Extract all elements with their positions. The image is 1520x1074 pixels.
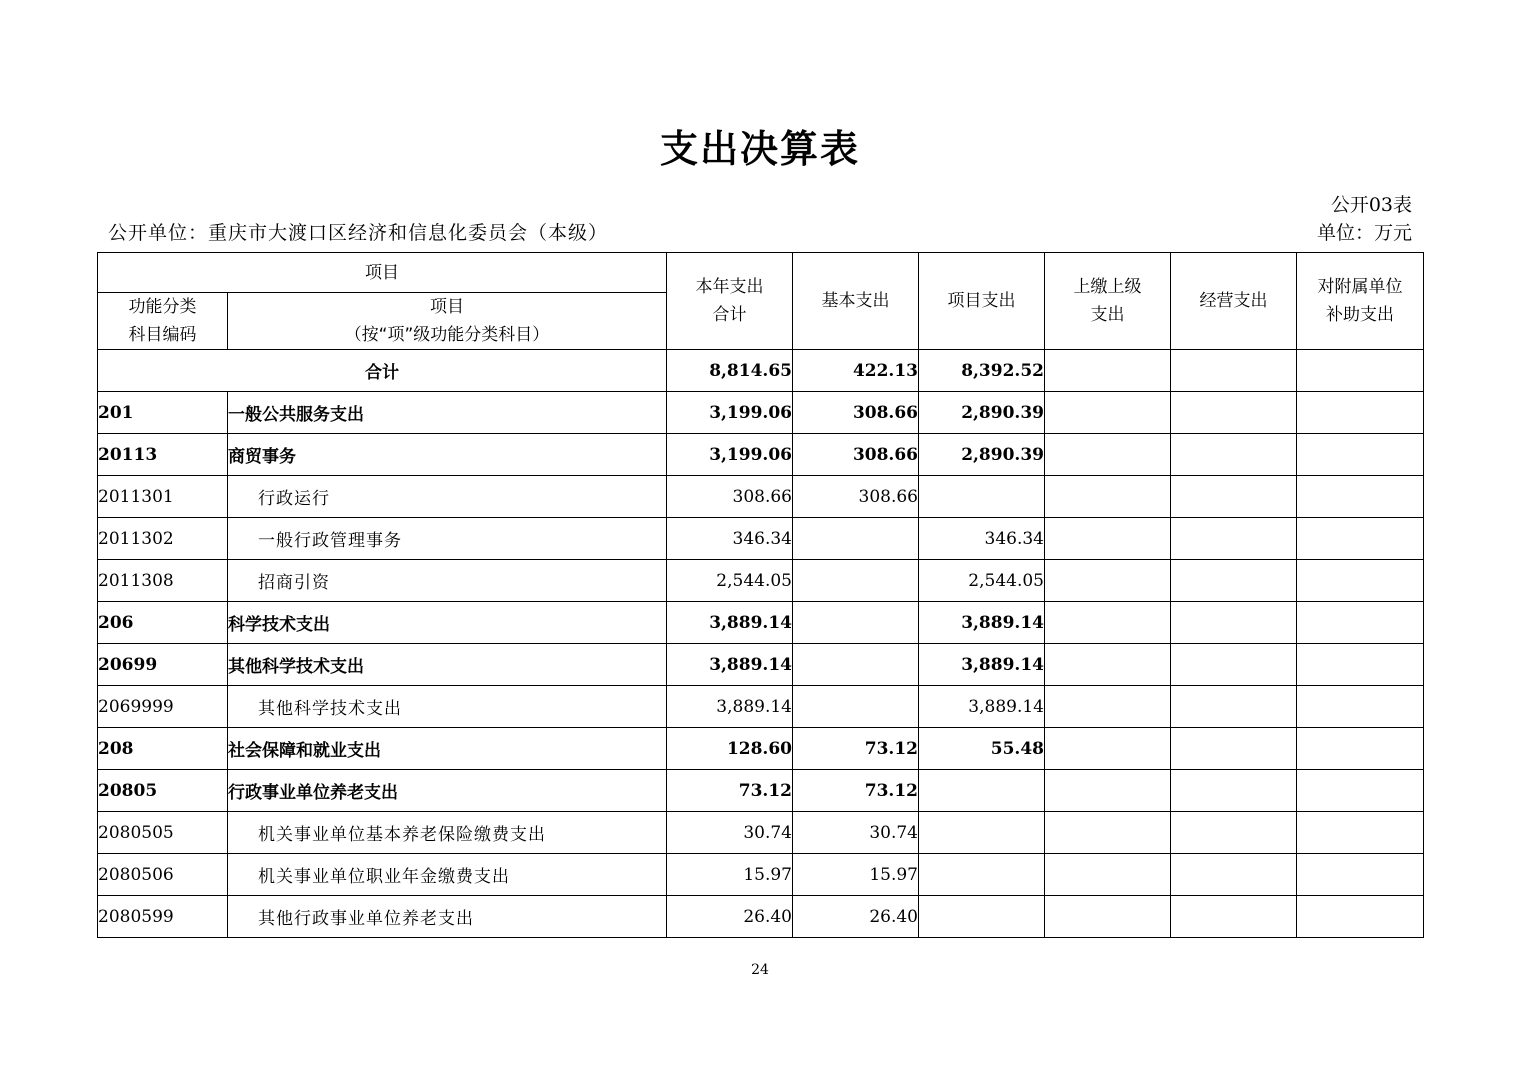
table-row — [98, 812, 1424, 854]
currency-unit: 单位：万元 — [1316, 222, 1412, 244]
table-row — [98, 560, 1424, 602]
cell-code: 2011308 — [98, 560, 228, 602]
cell-upper — [1045, 812, 1171, 854]
cell-code: 201 — [98, 392, 228, 434]
cell-name: 商贸事务 — [228, 434, 667, 476]
cell-total: 73.12 — [667, 770, 793, 812]
cell-upper — [1045, 560, 1171, 602]
cell-name: 行政事业单位养老支出 — [228, 770, 667, 812]
cell-name: 一般行政管理事务 — [228, 518, 667, 560]
cell-business — [1171, 812, 1297, 854]
cell-basic — [793, 644, 919, 686]
header-total-label: 本年支出 合计 — [695, 277, 764, 325]
table-row — [98, 770, 1424, 812]
cell-upper — [1045, 854, 1171, 896]
cell-project — [919, 770, 1045, 812]
cell-business — [1171, 686, 1297, 728]
expenditure-table — [97, 252, 1424, 938]
cell-upper — [1045, 518, 1171, 560]
cell-upper — [1045, 476, 1171, 518]
cell-business — [1171, 392, 1297, 434]
cell-code: 208 — [98, 728, 228, 770]
cell-total: 3,199.06 — [667, 434, 793, 476]
page-number: 24 — [751, 962, 769, 978]
cell-subsidy — [1297, 392, 1424, 434]
cell-total: 15.97 — [667, 854, 793, 896]
cell-business — [1171, 434, 1297, 476]
cell-total: 3,889.14 — [667, 644, 793, 686]
table-body — [98, 350, 1424, 938]
cell-upper — [1045, 602, 1171, 644]
header-upper — [1045, 253, 1171, 350]
cell-code: 20699 — [98, 644, 228, 686]
header-subsidy-label: 对附属单位 补助支出 — [1317, 277, 1403, 325]
cell-subsidy — [1297, 644, 1424, 686]
cell-code: 2011301 — [98, 476, 228, 518]
cell-basic — [793, 686, 919, 728]
cell-upper — [1045, 896, 1171, 938]
table-row — [98, 434, 1424, 476]
cell-total: 3,889.14 — [667, 602, 793, 644]
table-row — [98, 686, 1424, 728]
total-upper — [1045, 350, 1171, 392]
cell-business — [1171, 854, 1297, 896]
table-row — [98, 602, 1424, 644]
cell-business — [1171, 896, 1297, 938]
cell-subsidy — [1297, 476, 1424, 518]
cell-code: 2080506 — [98, 854, 228, 896]
header-code-label: 功能分类 科目编码 — [128, 297, 197, 345]
cell-upper — [1045, 392, 1171, 434]
cell-subsidy — [1297, 518, 1424, 560]
cell-upper — [1045, 644, 1171, 686]
cell-code: 20805 — [98, 770, 228, 812]
cell-basic: 308.66 — [793, 434, 919, 476]
cell-code: 20113 — [98, 434, 228, 476]
cell-code: 2080505 — [98, 812, 228, 854]
cell-basic: 73.12 — [793, 770, 919, 812]
cell-total: 3,199.06 — [667, 392, 793, 434]
cell-code: 2011302 — [98, 518, 228, 560]
total-project: 8,392.52 — [919, 350, 1045, 392]
table-row — [98, 854, 1424, 896]
header-name — [228, 293, 667, 350]
cell-subsidy — [1297, 728, 1424, 770]
cell-name: 行政运行 — [228, 476, 667, 518]
cell-basic: 308.66 — [793, 392, 919, 434]
cell-project — [919, 854, 1045, 896]
cell-name: 其他行政事业单位养老支出 — [228, 896, 667, 938]
cell-project: 3,889.14 — [919, 686, 1045, 728]
cell-subsidy — [1297, 602, 1424, 644]
cell-name: 一般公共服务支出 — [228, 392, 667, 434]
cell-name: 其他科学技术支出 — [228, 644, 667, 686]
cell-subsidy — [1297, 896, 1424, 938]
cell-name: 招商引资 — [228, 560, 667, 602]
form-number: 公开03表 — [1330, 194, 1412, 216]
table-row — [98, 476, 1424, 518]
cell-code: 2069999 — [98, 686, 228, 728]
table-row — [98, 518, 1424, 560]
cell-basic: 73.12 — [793, 728, 919, 770]
cell-subsidy — [1297, 434, 1424, 476]
cell-project: 3,889.14 — [919, 602, 1045, 644]
cell-basic: 308.66 — [793, 476, 919, 518]
cell-upper — [1045, 728, 1171, 770]
cell-basic — [793, 560, 919, 602]
cell-project: 3,889.14 — [919, 644, 1045, 686]
cell-basic — [793, 518, 919, 560]
cell-total: 128.60 — [667, 728, 793, 770]
cell-business — [1171, 728, 1297, 770]
header-subsidy — [1297, 253, 1424, 350]
header-upper-label: 上缴上级 支出 — [1073, 277, 1142, 325]
cell-project: 55.48 — [919, 728, 1045, 770]
cell-name: 社会保障和就业支出 — [228, 728, 667, 770]
cell-business — [1171, 476, 1297, 518]
header-item-group: 项目 — [98, 253, 667, 293]
table-row — [98, 728, 1424, 770]
cell-code: 206 — [98, 602, 228, 644]
cell-project — [919, 476, 1045, 518]
cell-total: 3,889.14 — [667, 686, 793, 728]
table-row — [98, 392, 1424, 434]
total-row — [98, 350, 1424, 392]
cell-business — [1171, 770, 1297, 812]
cell-business — [1171, 644, 1297, 686]
cell-name: 机关事业单位职业年金缴费支出 — [228, 854, 667, 896]
cell-total: 308.66 — [667, 476, 793, 518]
header-business: 经营支出 — [1171, 253, 1297, 350]
cell-subsidy — [1297, 812, 1424, 854]
cell-subsidy — [1297, 686, 1424, 728]
header-total — [667, 253, 793, 350]
header-name-label: 项目 （按“项”级功能分类科目） — [344, 297, 550, 345]
cell-code: 2080599 — [98, 896, 228, 938]
cell-basic: 26.40 — [793, 896, 919, 938]
cell-upper — [1045, 770, 1171, 812]
header-project: 项目支出 — [919, 253, 1045, 350]
header-code — [98, 293, 228, 350]
total-subsidy — [1297, 350, 1424, 392]
cell-total: 2,544.05 — [667, 560, 793, 602]
header-basic: 基本支出 — [793, 253, 919, 350]
cell-basic: 15.97 — [793, 854, 919, 896]
cell-basic: 30.74 — [793, 812, 919, 854]
cell-upper — [1045, 434, 1171, 476]
total-amount: 8,814.65 — [667, 350, 793, 392]
cell-subsidy — [1297, 560, 1424, 602]
publishing-organization: 公开单位：重庆市大渡口区经济和信息化委员会（本级） — [108, 222, 609, 244]
cell-subsidy — [1297, 854, 1424, 896]
cell-name: 科学技术支出 — [228, 602, 667, 644]
cell-total: 346.34 — [667, 518, 793, 560]
cell-project: 2,890.39 — [919, 434, 1045, 476]
cell-total: 26.40 — [667, 896, 793, 938]
cell-subsidy — [1297, 770, 1424, 812]
cell-basic — [793, 602, 919, 644]
table-header — [98, 253, 1424, 350]
table-row — [98, 896, 1424, 938]
total-business — [1171, 350, 1297, 392]
cell-project: 2,544.05 — [919, 560, 1045, 602]
cell-total: 30.74 — [667, 812, 793, 854]
total-basic: 422.13 — [793, 350, 919, 392]
total-label: 合计 — [98, 350, 667, 392]
cell-project: 346.34 — [919, 518, 1045, 560]
cell-name: 其他科学技术支出 — [228, 686, 667, 728]
table-row — [98, 644, 1424, 686]
cell-project: 2,890.39 — [919, 392, 1045, 434]
cell-name: 机关事业单位基本养老保险缴费支出 — [228, 812, 667, 854]
cell-upper — [1045, 686, 1171, 728]
page-title: 支出决算表 — [659, 127, 860, 171]
cell-business — [1171, 602, 1297, 644]
cell-project — [919, 896, 1045, 938]
cell-project — [919, 812, 1045, 854]
cell-business — [1171, 518, 1297, 560]
cell-business — [1171, 560, 1297, 602]
